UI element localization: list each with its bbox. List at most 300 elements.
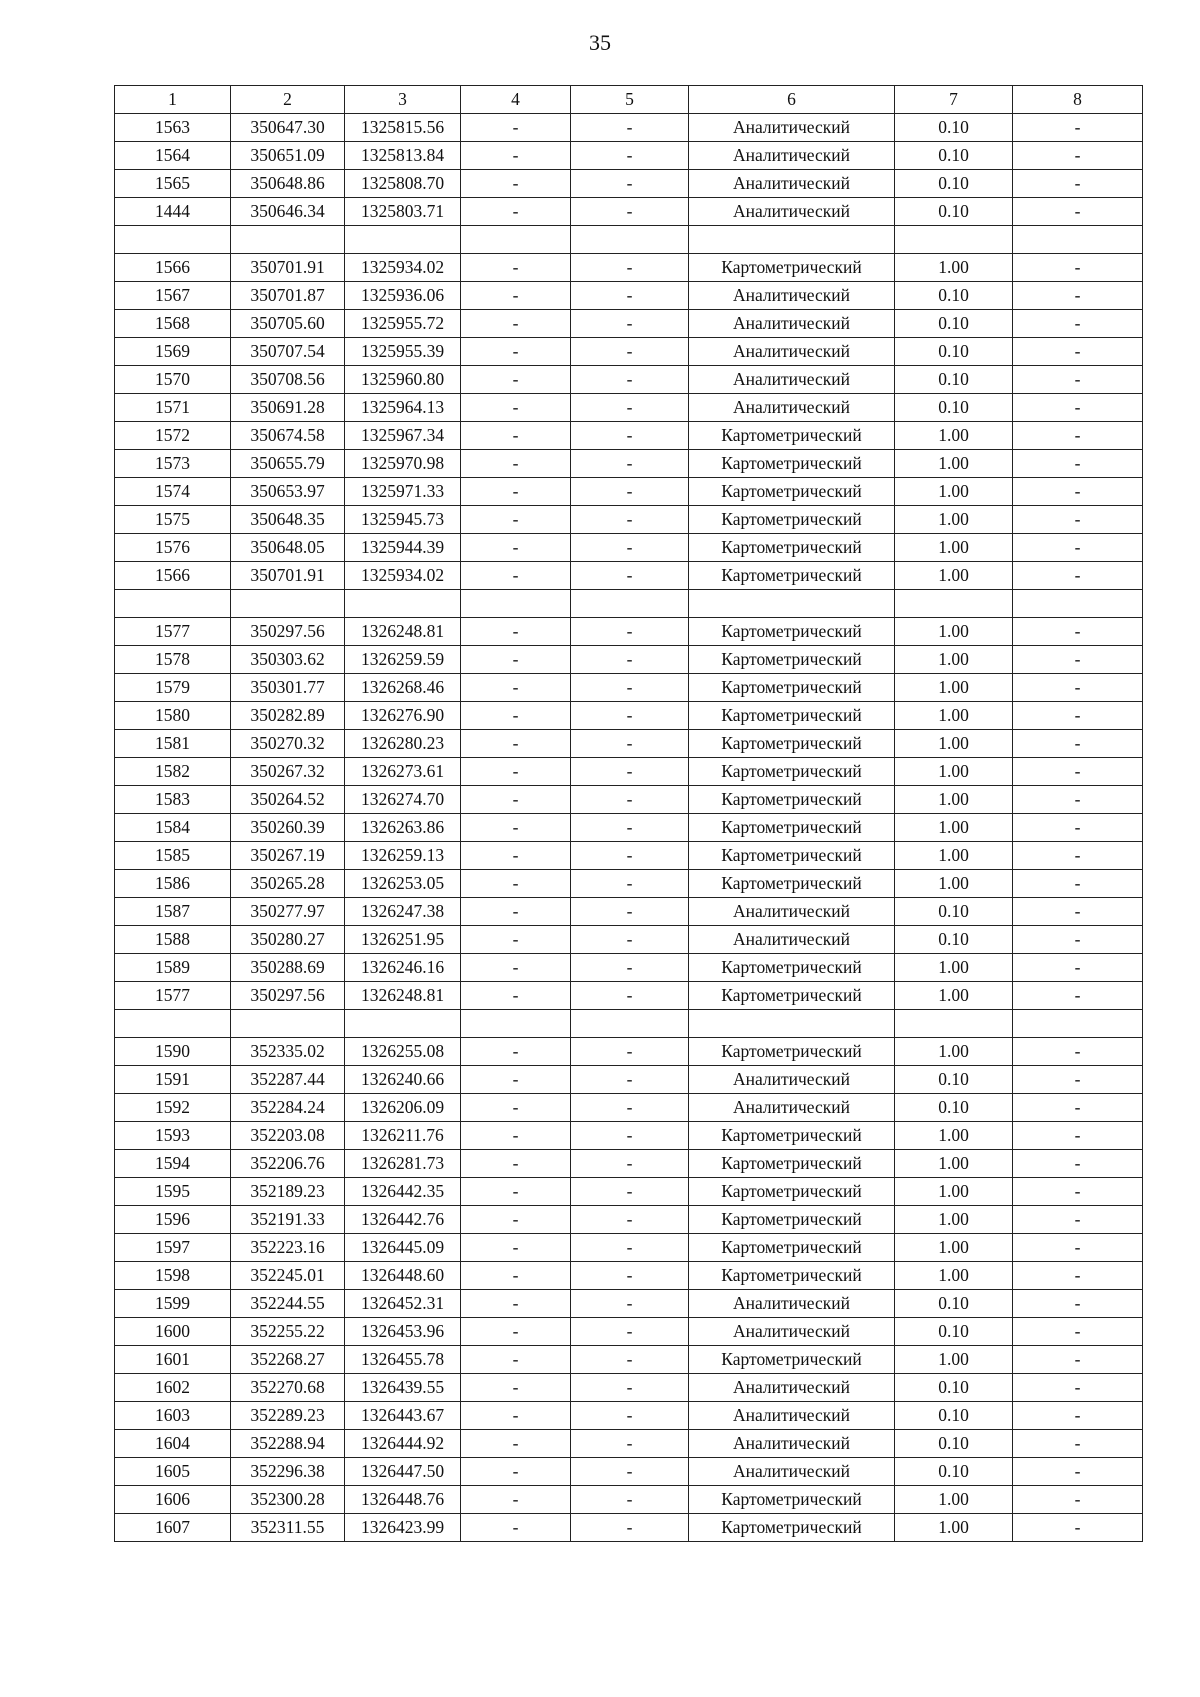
table-row (115, 1066, 1143, 1094)
column-4-cell: - (461, 702, 571, 730)
column-5-cell: - (571, 842, 689, 870)
column-header-1: 1 (115, 86, 231, 114)
column-4-cell: - (461, 758, 571, 786)
point-number-cell: 1600 (115, 1318, 231, 1346)
column-4-cell: - (461, 870, 571, 898)
table-row (115, 898, 1143, 926)
accuracy-cell (895, 590, 1013, 618)
x-coordinate-cell (231, 590, 345, 618)
column-4-cell: - (461, 1458, 571, 1486)
accuracy-cell: 1.00 (895, 1122, 1013, 1150)
y-coordinate-cell: 1326255.08 (345, 1038, 461, 1066)
accuracy-cell: 0.10 (895, 1458, 1013, 1486)
method-cell: Аналитический (689, 926, 895, 954)
method-cell (689, 226, 895, 254)
y-coordinate-cell: 1325964.13 (345, 394, 461, 422)
point-number-cell: 1607 (115, 1514, 231, 1542)
x-coordinate-cell: 350648.05 (231, 534, 345, 562)
point-number-cell: 1595 (115, 1178, 231, 1206)
point-number-cell: 1596 (115, 1206, 231, 1234)
y-coordinate-cell: 1326259.59 (345, 646, 461, 674)
method-cell: Картометрический (689, 982, 895, 1010)
method-cell: Аналитический (689, 1402, 895, 1430)
point-number-cell: 1586 (115, 870, 231, 898)
column-8-cell: - (1013, 982, 1143, 1010)
point-number-cell: 1591 (115, 1066, 231, 1094)
y-coordinate-cell: 1326423.99 (345, 1514, 461, 1542)
method-cell: Картометрический (689, 1486, 895, 1514)
column-5-cell: - (571, 198, 689, 226)
y-coordinate-cell: 1326444.92 (345, 1430, 461, 1458)
table-spacer-row (115, 590, 1143, 618)
column-4-cell: - (461, 1430, 571, 1458)
point-number-cell: 1572 (115, 422, 231, 450)
table-row (115, 1150, 1143, 1178)
table-row (115, 786, 1143, 814)
table-spacer-row (115, 226, 1143, 254)
point-number-cell: 1577 (115, 982, 231, 1010)
x-coordinate-cell: 352245.01 (231, 1262, 345, 1290)
method-cell: Картометрический (689, 814, 895, 842)
y-coordinate-cell: 1326206.09 (345, 1094, 461, 1122)
accuracy-cell: 1.00 (895, 1234, 1013, 1262)
accuracy-cell: 1.00 (895, 702, 1013, 730)
column-4-cell: - (461, 142, 571, 170)
column-header-4: 4 (461, 86, 571, 114)
x-coordinate-cell: 350264.52 (231, 786, 345, 814)
accuracy-cell: 1.00 (895, 1262, 1013, 1290)
column-4-cell: - (461, 814, 571, 842)
column-4-cell: - (461, 310, 571, 338)
table-row (115, 1290, 1143, 1318)
column-8-cell: - (1013, 1318, 1143, 1346)
y-coordinate-cell: 1325960.80 (345, 366, 461, 394)
column-4-cell: - (461, 646, 571, 674)
column-5-cell: - (571, 1206, 689, 1234)
column-8-cell: - (1013, 954, 1143, 982)
x-coordinate-cell: 352296.38 (231, 1458, 345, 1486)
point-number-cell: 1597 (115, 1234, 231, 1262)
column-5-cell: - (571, 282, 689, 310)
column-4-cell: - (461, 730, 571, 758)
column-4-cell: - (461, 1374, 571, 1402)
column-8-cell: - (1013, 562, 1143, 590)
method-cell: Аналитический (689, 1430, 895, 1458)
x-coordinate-cell: 350701.87 (231, 282, 345, 310)
accuracy-cell: 1.00 (895, 422, 1013, 450)
point-number-cell: 1601 (115, 1346, 231, 1374)
column-8-cell: - (1013, 898, 1143, 926)
column-5-cell: - (571, 926, 689, 954)
accuracy-cell: 0.10 (895, 1094, 1013, 1122)
x-coordinate-cell: 352300.28 (231, 1486, 345, 1514)
point-number-cell: 1599 (115, 1290, 231, 1318)
column-8-cell: - (1013, 1066, 1143, 1094)
accuracy-cell: 1.00 (895, 674, 1013, 702)
column-8-cell: - (1013, 1094, 1143, 1122)
table-row (115, 730, 1143, 758)
table-row (115, 1430, 1143, 1458)
method-cell: Картометрический (689, 1150, 895, 1178)
column-8-cell: - (1013, 926, 1143, 954)
point-number-cell: 1577 (115, 618, 231, 646)
x-coordinate-cell: 350705.60 (231, 310, 345, 338)
column-5-cell: - (571, 534, 689, 562)
column-8-cell: - (1013, 114, 1143, 142)
table-row (115, 1262, 1143, 1290)
accuracy-cell: 1.00 (895, 478, 1013, 506)
column-8-cell: - (1013, 282, 1143, 310)
column-5-cell: - (571, 1318, 689, 1346)
x-coordinate-cell: 350651.09 (231, 142, 345, 170)
column-8-cell: - (1013, 170, 1143, 198)
x-coordinate-cell (231, 226, 345, 254)
x-coordinate-cell: 352206.76 (231, 1150, 345, 1178)
y-coordinate-cell: 1326281.73 (345, 1150, 461, 1178)
method-cell: Аналитический (689, 282, 895, 310)
accuracy-cell: 1.00 (895, 842, 1013, 870)
table-spacer-row (115, 1010, 1143, 1038)
accuracy-cell: 0.10 (895, 1430, 1013, 1458)
table-row (115, 1374, 1143, 1402)
accuracy-cell: 0.10 (895, 338, 1013, 366)
accuracy-cell: 1.00 (895, 534, 1013, 562)
x-coordinate-cell: 350708.56 (231, 366, 345, 394)
table-row (115, 534, 1143, 562)
table-row (115, 674, 1143, 702)
column-8-cell: - (1013, 142, 1143, 170)
y-coordinate-cell: 1326263.86 (345, 814, 461, 842)
y-coordinate-cell: 1326268.46 (345, 674, 461, 702)
y-coordinate-cell: 1325967.34 (345, 422, 461, 450)
column-4-cell: - (461, 1150, 571, 1178)
point-number-cell: 1594 (115, 1150, 231, 1178)
table-row (115, 366, 1143, 394)
accuracy-cell: 1.00 (895, 730, 1013, 758)
x-coordinate-cell: 352287.44 (231, 1066, 345, 1094)
column-4-cell: - (461, 842, 571, 870)
accuracy-cell (895, 1010, 1013, 1038)
column-5-cell: - (571, 1402, 689, 1430)
accuracy-cell: 1.00 (895, 954, 1013, 982)
column-8-cell: - (1013, 1374, 1143, 1402)
accuracy-cell: 0.10 (895, 1290, 1013, 1318)
method-cell: Картометрический (689, 1262, 895, 1290)
column-8-cell: - (1013, 1262, 1143, 1290)
table-row (115, 310, 1143, 338)
point-number-cell: 1583 (115, 786, 231, 814)
column-4-cell: - (461, 618, 571, 646)
point-number-cell: 1590 (115, 1038, 231, 1066)
column-8-cell: - (1013, 1206, 1143, 1234)
column-5-cell: - (571, 310, 689, 338)
y-coordinate-cell: 1326248.81 (345, 982, 461, 1010)
x-coordinate-cell: 350648.35 (231, 506, 345, 534)
column-4-cell: - (461, 1066, 571, 1094)
method-cell: Аналитический (689, 142, 895, 170)
x-coordinate-cell: 352270.68 (231, 1374, 345, 1402)
accuracy-cell: 0.10 (895, 170, 1013, 198)
column-8-cell: - (1013, 394, 1143, 422)
column-8-cell (1013, 226, 1143, 254)
column-8-cell: - (1013, 702, 1143, 730)
column-5-cell: - (571, 1458, 689, 1486)
x-coordinate-cell: 352335.02 (231, 1038, 345, 1066)
column-5-cell: - (571, 702, 689, 730)
method-cell: Аналитический (689, 310, 895, 338)
column-5-cell: - (571, 1374, 689, 1402)
point-number-cell: 1584 (115, 814, 231, 842)
x-coordinate-cell: 350647.30 (231, 114, 345, 142)
column-5-cell: - (571, 366, 689, 394)
y-coordinate-cell: 1326442.35 (345, 1178, 461, 1206)
table-row (115, 982, 1143, 1010)
column-8-cell: - (1013, 646, 1143, 674)
y-coordinate-cell: 1325803.71 (345, 198, 461, 226)
column-8-cell: - (1013, 674, 1143, 702)
method-cell: Аналитический (689, 394, 895, 422)
accuracy-cell: 1.00 (895, 562, 1013, 590)
method-cell: Картометрический (689, 870, 895, 898)
table-row (115, 478, 1143, 506)
y-coordinate-cell: 1325815.56 (345, 114, 461, 142)
column-8-cell: - (1013, 1150, 1143, 1178)
accuracy-cell: 1.00 (895, 1514, 1013, 1542)
point-number-cell: 1563 (115, 114, 231, 142)
column-4-cell: - (461, 1206, 571, 1234)
accuracy-cell: 1.00 (895, 1346, 1013, 1374)
column-5-cell (571, 590, 689, 618)
column-8-cell: - (1013, 758, 1143, 786)
y-coordinate-cell: 1326247.38 (345, 898, 461, 926)
table-row (115, 954, 1143, 982)
column-5-cell: - (571, 1178, 689, 1206)
point-number-cell: 1567 (115, 282, 231, 310)
point-number-cell: 1587 (115, 898, 231, 926)
column-4-cell: - (461, 1514, 571, 1542)
column-header-6: 6 (689, 86, 895, 114)
column-5-cell: - (571, 562, 689, 590)
y-coordinate-cell: 1326273.61 (345, 758, 461, 786)
method-cell: Аналитический (689, 366, 895, 394)
column-4-cell: - (461, 450, 571, 478)
method-cell (689, 1010, 895, 1038)
column-header-5: 5 (571, 86, 689, 114)
x-coordinate-cell: 350265.28 (231, 870, 345, 898)
table-row (115, 842, 1143, 870)
column-4-cell: - (461, 1038, 571, 1066)
x-coordinate-cell: 352244.55 (231, 1290, 345, 1318)
column-8-cell: - (1013, 478, 1143, 506)
table-row (115, 1094, 1143, 1122)
column-4-cell: - (461, 786, 571, 814)
column-4-cell: - (461, 674, 571, 702)
point-number-cell: 1444 (115, 198, 231, 226)
x-coordinate-cell: 352268.27 (231, 1346, 345, 1374)
column-8-cell: - (1013, 1346, 1143, 1374)
x-coordinate-cell: 350267.32 (231, 758, 345, 786)
method-cell: Картометрический (689, 450, 895, 478)
method-cell: Картометрический (689, 478, 895, 506)
accuracy-cell: 1.00 (895, 786, 1013, 814)
column-5-cell: - (571, 422, 689, 450)
column-8-cell: - (1013, 1290, 1143, 1318)
accuracy-cell: 1.00 (895, 1206, 1013, 1234)
column-5-cell: - (571, 1066, 689, 1094)
column-5-cell: - (571, 758, 689, 786)
x-coordinate-cell: 352288.94 (231, 1430, 345, 1458)
accuracy-cell: 0.10 (895, 142, 1013, 170)
accuracy-cell: 0.10 (895, 1402, 1013, 1430)
column-4-cell: - (461, 1402, 571, 1430)
x-coordinate-cell: 350301.77 (231, 674, 345, 702)
method-cell: Картометрический (689, 1038, 895, 1066)
column-8-cell: - (1013, 1038, 1143, 1066)
column-8-cell: - (1013, 1486, 1143, 1514)
column-5-cell: - (571, 254, 689, 282)
y-coordinate-cell: 1326248.81 (345, 618, 461, 646)
method-cell: Аналитический (689, 1318, 895, 1346)
column-5-cell: - (571, 170, 689, 198)
column-4-cell (461, 1010, 571, 1038)
column-5-cell: - (571, 1234, 689, 1262)
table-row (115, 1402, 1143, 1430)
y-coordinate-cell: 1326453.96 (345, 1318, 461, 1346)
column-4-cell: - (461, 338, 571, 366)
y-coordinate-cell: 1325813.84 (345, 142, 461, 170)
y-coordinate-cell: 1326448.76 (345, 1486, 461, 1514)
table-body (115, 86, 1143, 1542)
x-coordinate-cell: 350277.97 (231, 898, 345, 926)
accuracy-cell: 1.00 (895, 646, 1013, 674)
method-cell: Картометрический (689, 1206, 895, 1234)
accuracy-cell: 1.00 (895, 870, 1013, 898)
y-coordinate-cell: 1326452.31 (345, 1290, 461, 1318)
table-row (115, 758, 1143, 786)
table-row (115, 1122, 1143, 1150)
column-5-cell: - (571, 618, 689, 646)
x-coordinate-cell: 350280.27 (231, 926, 345, 954)
column-5-cell: - (571, 1150, 689, 1178)
column-4-cell: - (461, 926, 571, 954)
point-number-cell: 1571 (115, 394, 231, 422)
column-8-cell: - (1013, 730, 1143, 758)
point-number-cell: 1565 (115, 170, 231, 198)
method-cell: Аналитический (689, 114, 895, 142)
point-number-cell: 1568 (115, 310, 231, 338)
method-cell: Картометрический (689, 506, 895, 534)
accuracy-cell: 0.10 (895, 198, 1013, 226)
method-cell: Картометрический (689, 1178, 895, 1206)
table-row (115, 870, 1143, 898)
accuracy-cell: 1.00 (895, 1038, 1013, 1066)
table-row (115, 282, 1143, 310)
column-5-cell: - (571, 1346, 689, 1374)
column-4-cell: - (461, 282, 571, 310)
point-number-cell: 1606 (115, 1486, 231, 1514)
method-cell: Картометрический (689, 618, 895, 646)
point-number-cell: 1602 (115, 1374, 231, 1402)
accuracy-cell: 0.10 (895, 1318, 1013, 1346)
column-8-cell: - (1013, 1122, 1143, 1150)
column-8-cell: - (1013, 814, 1143, 842)
column-8-cell: - (1013, 450, 1143, 478)
point-number-cell: 1598 (115, 1262, 231, 1290)
method-cell: Картометрический (689, 1514, 895, 1542)
column-8-cell: - (1013, 1402, 1143, 1430)
point-number-cell: 1564 (115, 142, 231, 170)
x-coordinate-cell: 352189.23 (231, 1178, 345, 1206)
table-row (115, 1346, 1143, 1374)
point-number-cell: 1582 (115, 758, 231, 786)
point-number-cell (115, 590, 231, 618)
x-coordinate-cell: 350691.28 (231, 394, 345, 422)
method-cell: Аналитический (689, 1290, 895, 1318)
point-number-cell: 1578 (115, 646, 231, 674)
table-row (115, 1234, 1143, 1262)
y-coordinate-cell: 1326439.55 (345, 1374, 461, 1402)
column-5-cell: - (571, 394, 689, 422)
point-number-cell: 1573 (115, 450, 231, 478)
column-8-cell: - (1013, 1178, 1143, 1206)
method-cell: Картометрический (689, 422, 895, 450)
column-4-cell: - (461, 1122, 571, 1150)
point-number-cell: 1576 (115, 534, 231, 562)
method-cell: Картометрический (689, 562, 895, 590)
column-5-cell: - (571, 506, 689, 534)
accuracy-cell: 0.10 (895, 282, 1013, 310)
x-coordinate-cell: 350653.97 (231, 478, 345, 506)
column-5-cell: - (571, 954, 689, 982)
table-row (115, 422, 1143, 450)
column-8-cell: - (1013, 338, 1143, 366)
y-coordinate-cell: 1325945.73 (345, 506, 461, 534)
y-coordinate-cell (345, 1010, 461, 1038)
y-coordinate-cell: 1325944.39 (345, 534, 461, 562)
column-4-cell: - (461, 898, 571, 926)
point-number-cell: 1604 (115, 1430, 231, 1458)
x-coordinate-cell: 350297.56 (231, 982, 345, 1010)
table-row (115, 1486, 1143, 1514)
method-cell (689, 590, 895, 618)
x-coordinate-cell: 352203.08 (231, 1122, 345, 1150)
x-coordinate-cell: 350303.62 (231, 646, 345, 674)
accuracy-cell: 1.00 (895, 814, 1013, 842)
accuracy-cell: 1.00 (895, 1150, 1013, 1178)
column-header-7: 7 (895, 86, 1013, 114)
table-row (115, 1178, 1143, 1206)
y-coordinate-cell: 1325955.39 (345, 338, 461, 366)
method-cell: Картометрический (689, 758, 895, 786)
table-row (115, 618, 1143, 646)
x-coordinate-cell: 352255.22 (231, 1318, 345, 1346)
accuracy-cell: 1.00 (895, 506, 1013, 534)
y-coordinate-cell: 1326276.90 (345, 702, 461, 730)
column-5-cell (571, 1010, 689, 1038)
y-coordinate-cell: 1326280.23 (345, 730, 461, 758)
y-coordinate-cell: 1326447.50 (345, 1458, 461, 1486)
column-5-cell: - (571, 1262, 689, 1290)
column-5-cell (571, 226, 689, 254)
y-coordinate-cell: 1326251.95 (345, 926, 461, 954)
accuracy-cell: 0.10 (895, 1066, 1013, 1094)
method-cell: Аналитический (689, 1458, 895, 1486)
x-coordinate-cell: 352289.23 (231, 1402, 345, 1430)
accuracy-cell: 0.10 (895, 394, 1013, 422)
point-number-cell: 1580 (115, 702, 231, 730)
accuracy-cell: 1.00 (895, 618, 1013, 646)
x-coordinate-cell: 350648.86 (231, 170, 345, 198)
